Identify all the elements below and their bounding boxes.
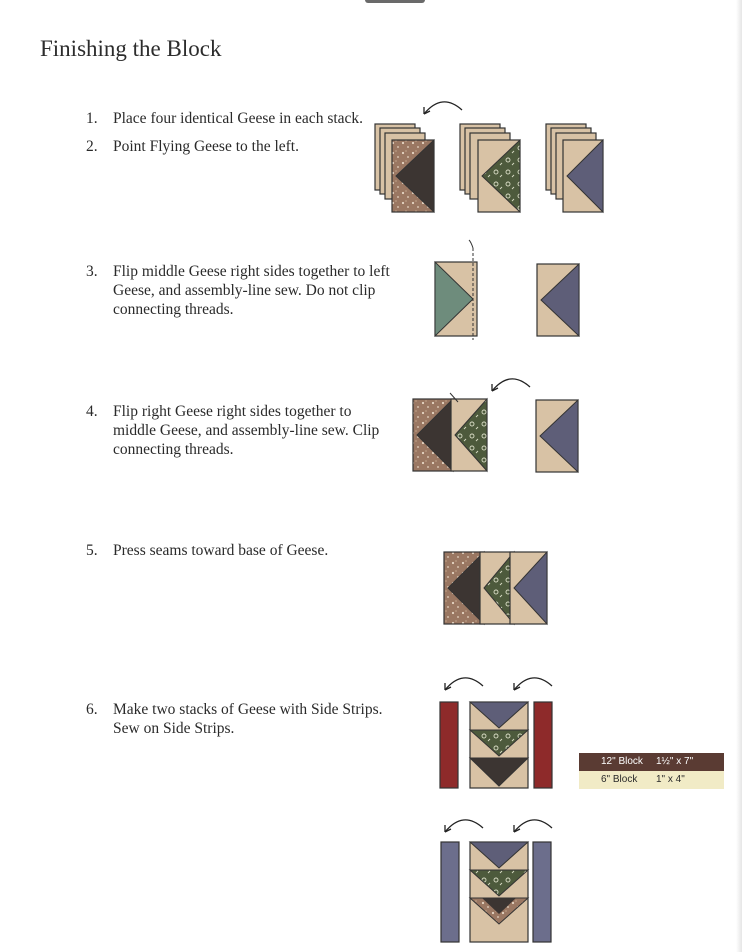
goose-unit-slate [537,264,579,336]
stack-middle [460,124,520,212]
stack-right [546,124,603,212]
page-title: Finishing the Block [40,36,222,61]
geese-with-purple-strips [441,820,552,942]
step-text: Point Flying Geese to the left. [113,138,299,155]
flip-arrow-icon [424,102,462,114]
step-number: 4. [86,403,98,420]
legend-block-label: 6" Block [601,774,638,785]
goose-unit-slate [563,140,603,212]
legend-row-6in [579,771,724,789]
step-text: Flip right Geese right sides together to middle Geese, and assembly-line sew. Clip connecting threads. [113,403,380,458]
step-number: 6. [86,701,98,718]
pressed-row [444,552,547,624]
flip-arrow-icon [445,820,483,832]
stack-left [375,124,434,212]
flip-arrow-icon [492,379,530,391]
step-number: 1. [86,110,98,127]
flip-arrow-icon [445,678,483,690]
flip-arrow-icon [514,678,552,690]
strip-size-legend [579,753,724,789]
goose-unit-brown [392,140,434,212]
geese-with-red-strips [440,678,552,788]
step-text: Make two stacks of Geese with Side Strips. Sew on Side Strips. [113,701,383,737]
legend-row-12in [579,753,724,771]
step-text: Press seams toward base of Geese. [113,542,329,559]
sewn-pair [435,240,477,340]
goose-unit-slate [536,400,578,472]
sewn-row-two [413,393,487,471]
legend-strip-size: 1½" x 7" [656,756,694,767]
step-text: Place four identical Geese in each stack. [113,110,364,127]
step-number: 2. [86,138,98,155]
legend-strip-size: 1" x 4" [656,774,685,785]
step-number: 3. [86,263,98,280]
flip-arrow-icon [514,820,552,832]
step-text: Flip middle Geese right sides together to left Geese, and assembly-line sew. Do not clip connecting threads. [113,263,390,318]
goose-unit-green [478,140,520,212]
legend-block-label: 12" Block [601,756,643,767]
step-number: 5. [86,542,98,559]
